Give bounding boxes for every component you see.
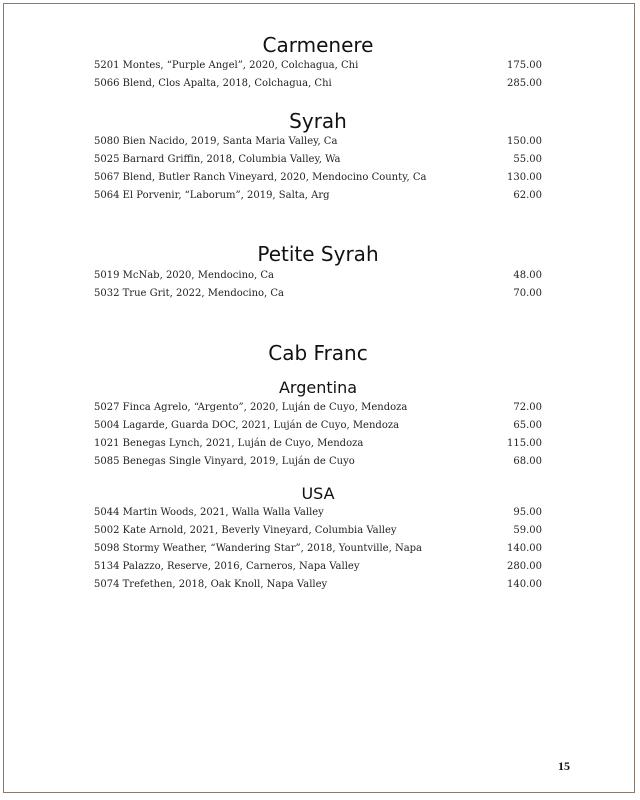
wine-price: 285.00 <box>507 78 542 89</box>
wine-name: 5080 Bien Nacido, 2019, Santa Maria Valley, Ca <box>94 136 338 147</box>
list-cab-franc-usa <box>94 504 542 594</box>
wine-name: 5201 Montes, “Purple Angel”, 2020, Colchagua, Chi <box>94 60 359 71</box>
wine-price: 65.00 <box>513 420 542 431</box>
section-title-carmenere: Carmenere <box>262 33 374 57</box>
wine-name: 5002 Kate Arnold, 2021, Beverly Vineyard, Columbia Valley <box>94 525 397 536</box>
wine-name: 5004 Lagarde, Guarda DOC, 2021, Luján de Cuyo, Mendoza <box>94 420 400 431</box>
wine-name: 5067 Blend, Butler Ranch Vineyard, 2020, Mendocino County, Ca <box>94 172 427 183</box>
wine-item <box>94 399 542 417</box>
wine-name: 5098 Stormy Weather, “Wandering Star”, 2018, Yountville, Napa <box>94 543 423 554</box>
list-cab-franc-argentina <box>94 399 542 471</box>
list-carmenere <box>94 57 542 93</box>
wine-name: 5019 McNab, 2020, Mendocino, Ca <box>94 270 274 281</box>
list-petite-syrah <box>94 267 542 303</box>
wine-name: 5066 Blend, Clos Apalta, 2018, Colchagua, Chi <box>94 78 332 89</box>
wine-item <box>94 453 542 471</box>
wine-name: 5134 Palazzo, Reserve, 2016, Carneros, Napa Valley <box>94 561 360 572</box>
wine-name: 1021 Benegas Lynch, 2021, Luján de Cuyo, Mendoza <box>94 438 364 449</box>
wine-item <box>94 57 542 75</box>
wine-price: 175.00 <box>507 60 542 71</box>
wine-name: 5025 Barnard Griffin, 2018, Columbia Valley, Wa <box>94 154 341 165</box>
section-title-syrah: Syrah <box>289 109 347 133</box>
wine-price: 70.00 <box>513 288 542 299</box>
wine-item <box>94 522 542 540</box>
subsection-title-usa: USA <box>301 484 335 503</box>
wine-price: 95.00 <box>513 507 542 518</box>
section-title-petite-syrah: Petite Syrah <box>257 242 379 266</box>
wine-price: 59.00 <box>513 525 542 536</box>
page-number: 15 <box>558 759 570 773</box>
wine-price: 150.00 <box>507 136 542 147</box>
wine-name: 5074 Trefethen, 2018, Oak Knoll, Napa Valley <box>94 579 328 590</box>
wine-price: 140.00 <box>507 579 542 590</box>
wine-price: 140.00 <box>507 543 542 554</box>
wine-name: 5085 Benegas Single Vinyard, 2019, Luján de Cuyo <box>94 456 355 467</box>
wine-price: 115.00 <box>507 438 542 449</box>
wine-item <box>94 540 542 558</box>
wine-item <box>94 187 542 205</box>
wine-item <box>94 75 542 93</box>
wine-price: 62.00 <box>513 190 542 201</box>
wine-price: 130.00 <box>507 172 542 183</box>
wine-item <box>94 267 542 285</box>
wine-item <box>94 169 542 187</box>
wine-item <box>94 133 542 151</box>
wine-price: 68.00 <box>513 456 542 467</box>
wine-item <box>94 576 542 594</box>
wine-name: 5064 El Porvenir, “Laborum”, 2019, Salta, Arg <box>94 190 330 201</box>
wine-item <box>94 285 542 303</box>
wine-name: 5044 Martin Woods, 2021, Walla Walla Valley <box>94 507 324 518</box>
wine-name: 5027 Finca Agrelo, “Argento”, 2020, Luján de Cuyo, Mendoza <box>94 402 408 413</box>
wine-price: 280.00 <box>507 561 542 572</box>
wine-name: 5032 True Grit, 2022, Mendocino, Ca <box>94 288 285 299</box>
subsection-title-argentina: Argentina <box>278 378 358 397</box>
wine-item <box>94 504 542 522</box>
section-title-cab-franc: Cab Franc <box>268 341 368 365</box>
list-syrah <box>94 133 542 205</box>
wine-item <box>94 558 542 576</box>
wine-price: 48.00 <box>513 270 542 281</box>
wine-item <box>94 435 542 453</box>
wine-item <box>94 417 542 435</box>
wine-item <box>94 151 542 169</box>
wine-price: 72.00 <box>513 402 542 413</box>
wine-price: 55.00 <box>513 154 542 165</box>
